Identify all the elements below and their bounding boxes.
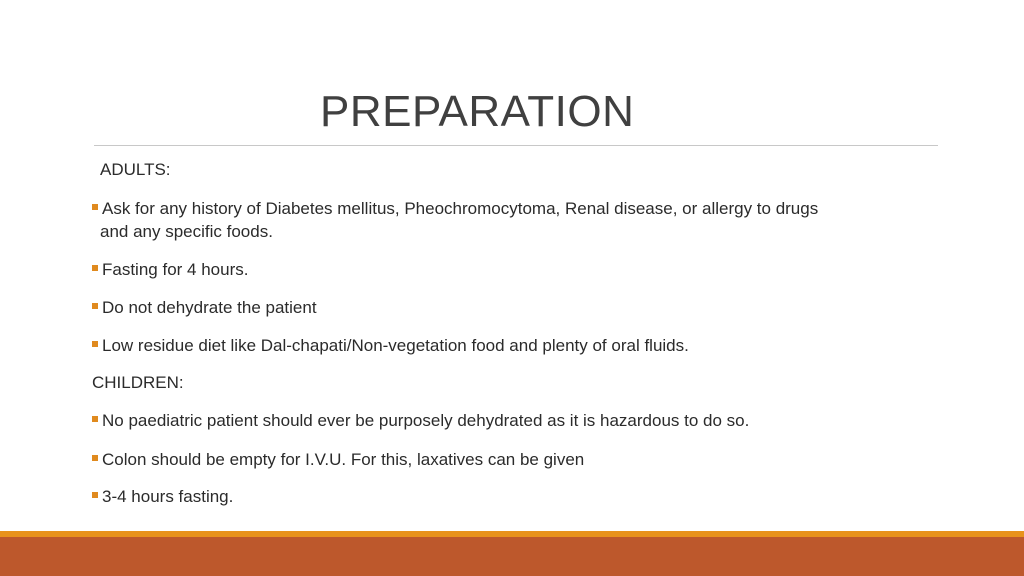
footer-band bbox=[0, 537, 1024, 576]
square-bullet-icon bbox=[92, 265, 98, 271]
square-bullet-icon bbox=[92, 303, 98, 309]
bullet-text: Do not dehydrate the patient bbox=[102, 298, 317, 317]
bullet-fasting bbox=[90, 258, 930, 281]
bullet-text: Colon should be empty for I.V.U. For this, laxatives can be given bbox=[102, 450, 585, 469]
square-bullet-icon bbox=[92, 416, 98, 422]
children-label: CHILDREN: bbox=[92, 373, 184, 392]
title-divider bbox=[94, 145, 938, 146]
square-bullet-icon bbox=[92, 455, 98, 461]
bullet-colon bbox=[90, 448, 930, 471]
bullet-dehydrate bbox=[90, 296, 930, 319]
bullet-text: Low residue diet like Dal-chapati/Non-vegetation food and plenty of oral fluids. bbox=[102, 336, 689, 355]
bullet-text-continued: and any specific foods. bbox=[100, 222, 273, 241]
bullet-diet bbox=[90, 334, 930, 357]
slide-title: PREPARATION bbox=[320, 87, 635, 136]
bullet-text: Ask for any history of Diabetes mellitus, Pheochromocytoma, Renal disease, or allergy to drugs bbox=[102, 199, 819, 218]
bullet-text: 3-4 hours fasting. bbox=[102, 487, 234, 506]
bullet-text: Fasting for 4 hours. bbox=[102, 260, 249, 279]
square-bullet-icon bbox=[92, 492, 98, 498]
square-bullet-icon bbox=[92, 204, 98, 210]
bullet-fasting-children bbox=[90, 485, 930, 508]
bullet-paediatric bbox=[90, 409, 930, 432]
adults-label: ADULTS: bbox=[100, 160, 171, 179]
square-bullet-icon bbox=[92, 341, 98, 347]
bullet-text: No paediatric patient should ever be purposely dehydrated as it is hazardous to do so. bbox=[102, 411, 750, 430]
bullet-history bbox=[90, 197, 930, 243]
